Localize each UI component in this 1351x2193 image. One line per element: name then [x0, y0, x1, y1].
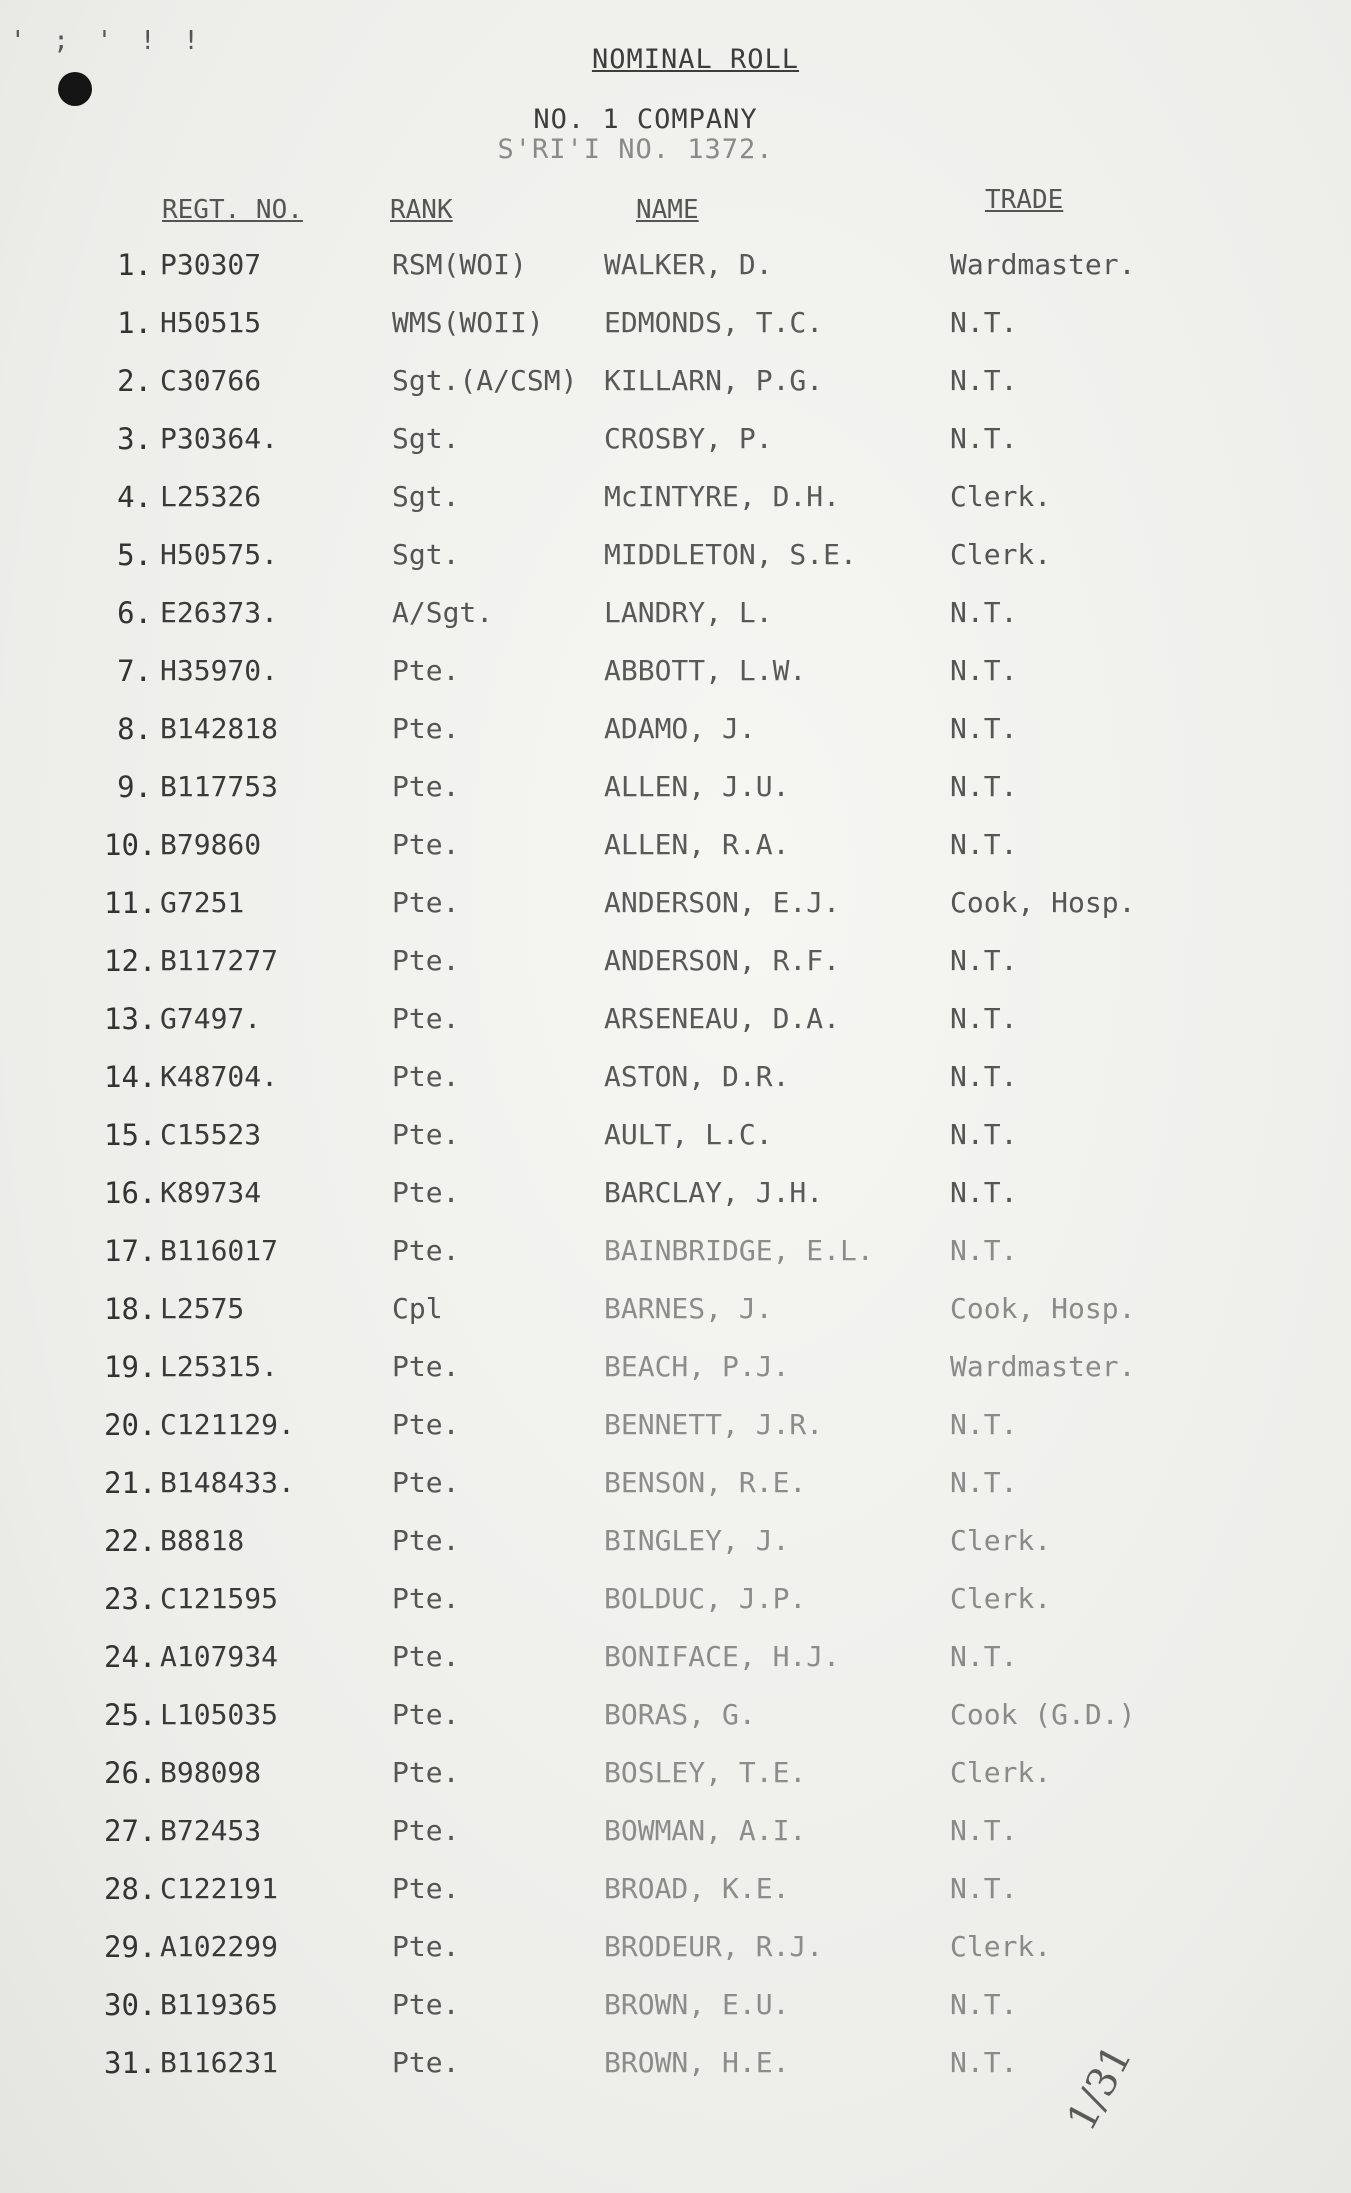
cell-trade: Clerk. — [950, 1582, 1052, 1615]
cell-row-number: 1. — [117, 248, 152, 282]
table-row — [0, 1118, 1351, 1176]
column-header-regt-no: REGT. NO. — [162, 195, 303, 225]
cell-row-number: 21. — [104, 1466, 157, 1500]
cell-regt-no: B8818 — [160, 1524, 245, 1557]
cell-name: WALKER, D. — [604, 248, 773, 281]
table-row — [0, 1176, 1351, 1234]
cell-name: ANDERSON, R.F. — [604, 944, 841, 977]
cell-trade: N.T. — [950, 828, 1018, 861]
cell-trade: N.T. — [950, 1060, 1018, 1093]
table-row — [0, 1466, 1351, 1524]
cell-trade: N.T. — [950, 364, 1018, 397]
handwritten-annotation: 1/31 — [1058, 2037, 1142, 2139]
cell-name: EDMONDS, T.C. — [604, 306, 824, 339]
cell-trade: N.T. — [950, 1872, 1018, 1905]
cell-rank: Pte. — [392, 1118, 460, 1151]
cell-rank: Pte. — [392, 1872, 460, 1905]
cell-name: BENNETT, J.R. — [604, 1408, 824, 1441]
cell-trade: Clerk. — [950, 1756, 1052, 1789]
cell-name: McINTYRE, D.H. — [604, 480, 841, 513]
table-row — [0, 886, 1351, 944]
cell-rank: Pte. — [392, 1002, 460, 1035]
cell-name: BROWN, E.U. — [604, 1988, 790, 2021]
cell-regt-no: E26373. — [160, 596, 279, 629]
cell-row-number: 19. — [104, 1350, 157, 1384]
cell-regt-no: G7497. — [160, 1002, 262, 1035]
cell-name: ADAMO, J. — [604, 712, 756, 745]
cell-regt-no: B79860 — [160, 828, 262, 861]
cell-regt-no: C121595 — [160, 1582, 279, 1615]
cell-name: LANDRY, L. — [604, 596, 773, 629]
cell-rank: Pte. — [392, 886, 460, 919]
cell-trade: N.T. — [950, 1640, 1018, 1673]
cell-name: AULT, L.C. — [604, 1118, 773, 1151]
cell-trade: Clerk. — [950, 1524, 1052, 1557]
cell-trade: N.T. — [950, 1118, 1018, 1151]
cell-regt-no: H35970. — [160, 654, 279, 687]
cell-name: BROAD, K.E. — [604, 1872, 790, 1905]
cell-rank: Cpl — [392, 1292, 443, 1325]
table-row — [0, 1640, 1351, 1698]
cell-regt-no: C122191 — [160, 1872, 279, 1905]
cell-rank: Sgt. — [392, 422, 460, 455]
cell-regt-no: B148433. — [160, 1466, 295, 1499]
cell-trade: Clerk. — [950, 1930, 1052, 1963]
cell-row-number: 4. — [117, 480, 152, 514]
cell-row-number: 9. — [117, 770, 152, 804]
cell-name: MIDDLETON, S.E. — [604, 538, 857, 571]
cell-trade: N.T. — [950, 1176, 1018, 1209]
cell-regt-no: C121129. — [160, 1408, 295, 1441]
cell-name: BOLDUC, J.P. — [604, 1582, 807, 1615]
cell-row-number: 16. — [104, 1176, 157, 1210]
cell-regt-no: H50515 — [160, 306, 262, 339]
cell-rank: Pte. — [392, 1698, 460, 1731]
table-row — [0, 1350, 1351, 1408]
cell-trade: N.T. — [950, 306, 1018, 339]
cell-trade: Cook, Hosp. — [950, 886, 1136, 919]
cell-row-number: 31. — [104, 2046, 157, 2080]
table-row — [0, 538, 1351, 596]
cell-rank: Pte. — [392, 2046, 460, 2079]
cell-name: BEACH, P.J. — [604, 1350, 790, 1383]
table-row — [0, 654, 1351, 712]
cell-regt-no: A102299 — [160, 1930, 279, 1963]
serial-number: S'RI'I NO. 1372. — [497, 134, 774, 165]
table-row — [0, 1930, 1351, 1988]
cell-name: BAINBRIDGE, E.L. — [604, 1234, 874, 1267]
cell-row-number: 10. — [104, 828, 157, 862]
table-row — [0, 1292, 1351, 1350]
cell-row-number: 6. — [117, 596, 152, 630]
cell-trade: N.T. — [950, 770, 1018, 803]
cell-rank: RSM(WOI) — [392, 248, 527, 281]
cell-name: BARCLAY, J.H. — [604, 1176, 824, 1209]
table-row — [0, 828, 1351, 886]
cell-row-number: 25. — [104, 1698, 157, 1732]
cell-row-number: 1. — [117, 306, 152, 340]
table-row — [0, 1872, 1351, 1930]
cell-name: CROSBY, P. — [604, 422, 773, 455]
column-header-rank: RANK — [390, 195, 453, 225]
cell-regt-no: B117753 — [160, 770, 279, 803]
cell-regt-no: L105035 — [160, 1698, 279, 1731]
cell-name: BOSLEY, T.E. — [604, 1756, 807, 1789]
cell-name: ALLEN, R.A. — [604, 828, 790, 861]
cell-rank: Sgt. — [392, 538, 460, 571]
cell-rank: WMS(WOII) — [392, 306, 544, 339]
cell-rank: Pte. — [392, 1176, 460, 1209]
cell-name: BINGLEY, J. — [604, 1524, 790, 1557]
cell-rank: Pte. — [392, 654, 460, 687]
cell-name: ANDERSON, E.J. — [604, 886, 841, 919]
cell-row-number: 27. — [104, 1814, 157, 1848]
cell-rank: Pte. — [392, 1350, 460, 1383]
cell-row-number: 7. — [117, 654, 152, 688]
cell-trade: Wardmaster. — [950, 1350, 1136, 1383]
table-row — [0, 480, 1351, 538]
cell-rank: Pte. — [392, 1930, 460, 1963]
cell-regt-no: H50575. — [160, 538, 279, 571]
cell-name: ASTON, D.R. — [604, 1060, 790, 1093]
cell-row-number: 11. — [104, 886, 157, 920]
cell-name: BENSON, R.E. — [604, 1466, 807, 1499]
cell-name: BARNES, J. — [604, 1292, 773, 1325]
cell-regt-no: K89734 — [160, 1176, 262, 1209]
cell-row-number: 13. — [104, 1002, 157, 1036]
cell-name: KILLARN, P.G. — [604, 364, 824, 397]
cell-rank: Sgt. — [392, 480, 460, 513]
cell-regt-no: L25326 — [160, 480, 262, 513]
cell-rank: Pte. — [392, 944, 460, 977]
cell-row-number: 24. — [104, 1640, 157, 1674]
cell-trade: N.T. — [950, 654, 1018, 687]
cell-regt-no: B117277 — [160, 944, 279, 977]
cell-regt-no: C30766 — [160, 364, 262, 397]
table-row — [0, 306, 1351, 364]
cell-trade: Cook (G.D.) — [950, 1698, 1136, 1731]
cell-row-number: 8. — [117, 712, 152, 746]
cell-name: BONIFACE, H.J. — [604, 1640, 841, 1673]
cell-trade: Clerk. — [950, 538, 1052, 571]
cell-row-number: 26. — [104, 1756, 157, 1790]
cell-row-number: 30. — [104, 1988, 157, 2022]
cell-regt-no: B116231 — [160, 2046, 279, 2079]
cell-rank: Pte. — [392, 712, 460, 745]
table-row — [0, 712, 1351, 770]
cell-trade: N.T. — [950, 422, 1018, 455]
table-row — [0, 364, 1351, 422]
cell-regt-no: L25315. — [160, 1350, 279, 1383]
cell-trade: N.T. — [950, 2046, 1018, 2079]
cell-trade: Wardmaster. — [950, 248, 1136, 281]
cell-row-number: 2. — [117, 364, 152, 398]
cell-trade: N.T. — [950, 1408, 1018, 1441]
table-row — [0, 944, 1351, 1002]
cell-rank: Pte. — [392, 1060, 460, 1093]
cell-regt-no: A107934 — [160, 1640, 279, 1673]
cell-name: BORAS, G. — [604, 1698, 756, 1731]
cell-rank: Sgt.(A/CSM) — [392, 364, 578, 397]
table-row — [0, 596, 1351, 654]
cell-name: ARSENEAU, D.A. — [604, 1002, 841, 1035]
table-row — [0, 1988, 1351, 2046]
cell-regt-no: L2575 — [160, 1292, 245, 1325]
cell-trade: Cook, Hosp. — [950, 1292, 1136, 1325]
cell-row-number: 20. — [104, 1408, 157, 1442]
corner-marks: ' ; ' ! ! — [10, 26, 205, 56]
table-row — [0, 422, 1351, 480]
cell-trade: N.T. — [950, 1466, 1018, 1499]
cell-row-number: 22. — [104, 1524, 157, 1558]
cell-rank: Pte. — [392, 1466, 460, 1499]
table-row — [0, 1814, 1351, 1872]
cell-row-number: 5. — [117, 538, 152, 572]
cell-row-number: 17. — [104, 1234, 157, 1268]
cell-row-number: 18. — [104, 1292, 157, 1326]
document-title: NOMINAL ROLL — [591, 44, 800, 75]
cell-row-number: 14. — [104, 1060, 157, 1094]
cell-rank: A/Sgt. — [392, 596, 494, 629]
cell-trade: Clerk. — [950, 480, 1052, 513]
cell-trade: N.T. — [950, 712, 1018, 745]
cell-row-number: 29. — [104, 1930, 157, 1964]
cell-row-number: 28. — [104, 1872, 157, 1906]
cell-row-number: 15. — [104, 1118, 157, 1152]
table-row — [0, 2046, 1351, 2104]
cell-name: BOWMAN, A.I. — [604, 1814, 807, 1847]
table-row — [0, 1524, 1351, 1582]
cell-trade: N.T. — [950, 944, 1018, 977]
cell-name: BROWN, H.E. — [604, 2046, 790, 2079]
roll-table — [0, 248, 1351, 2104]
table-row — [0, 1698, 1351, 1756]
cell-regt-no: P30364. — [160, 422, 279, 455]
table-row — [0, 1002, 1351, 1060]
table-row — [0, 1408, 1351, 1466]
cell-regt-no: P30307 — [160, 248, 262, 281]
cell-rank: Pte. — [392, 1582, 460, 1615]
cell-name: ALLEN, J.U. — [604, 770, 790, 803]
cell-regt-no: B98098 — [160, 1756, 262, 1789]
column-header-trade: TRADE — [985, 185, 1064, 215]
cell-regt-no: G7251 — [160, 886, 245, 919]
column-header-name: NAME — [636, 195, 699, 225]
cell-trade: N.T. — [950, 1234, 1018, 1267]
cell-rank: Pte. — [392, 828, 460, 861]
punch-hole — [58, 72, 92, 106]
table-row — [0, 1234, 1351, 1292]
cell-rank: Pte. — [392, 1756, 460, 1789]
table-row — [0, 248, 1351, 306]
cell-rank: Pte. — [392, 1234, 460, 1267]
table-row — [0, 770, 1351, 828]
cell-name: BRODEUR, R.J. — [604, 1930, 824, 1963]
cell-trade: N.T. — [950, 596, 1018, 629]
cell-regt-no: K48704. — [160, 1060, 279, 1093]
cell-row-number: 3. — [117, 422, 152, 456]
table-row — [0, 1060, 1351, 1118]
cell-name: ABBOTT, L.W. — [604, 654, 807, 687]
company-heading: NO. 1 COMPANY — [533, 104, 758, 135]
cell-regt-no: C15523 — [160, 1118, 262, 1151]
cell-trade: N.T. — [950, 1814, 1018, 1847]
cell-rank: Pte. — [392, 1524, 460, 1557]
cell-regt-no: B119365 — [160, 1988, 279, 2021]
cell-row-number: 12. — [104, 944, 157, 978]
cell-regt-no: B72453 — [160, 1814, 262, 1847]
cell-rank: Pte. — [392, 1814, 460, 1847]
cell-rank: Pte. — [392, 1408, 460, 1441]
cell-rank: Pte. — [392, 770, 460, 803]
cell-regt-no: B142818 — [160, 712, 279, 745]
cell-rank: Pte. — [392, 1640, 460, 1673]
cell-row-number: 23. — [104, 1582, 157, 1616]
table-row — [0, 1582, 1351, 1640]
cell-trade: N.T. — [950, 1988, 1018, 2021]
cell-trade: N.T. — [950, 1002, 1018, 1035]
table-row — [0, 1756, 1351, 1814]
cell-regt-no: B116017 — [160, 1234, 279, 1267]
cell-rank: Pte. — [392, 1988, 460, 2021]
